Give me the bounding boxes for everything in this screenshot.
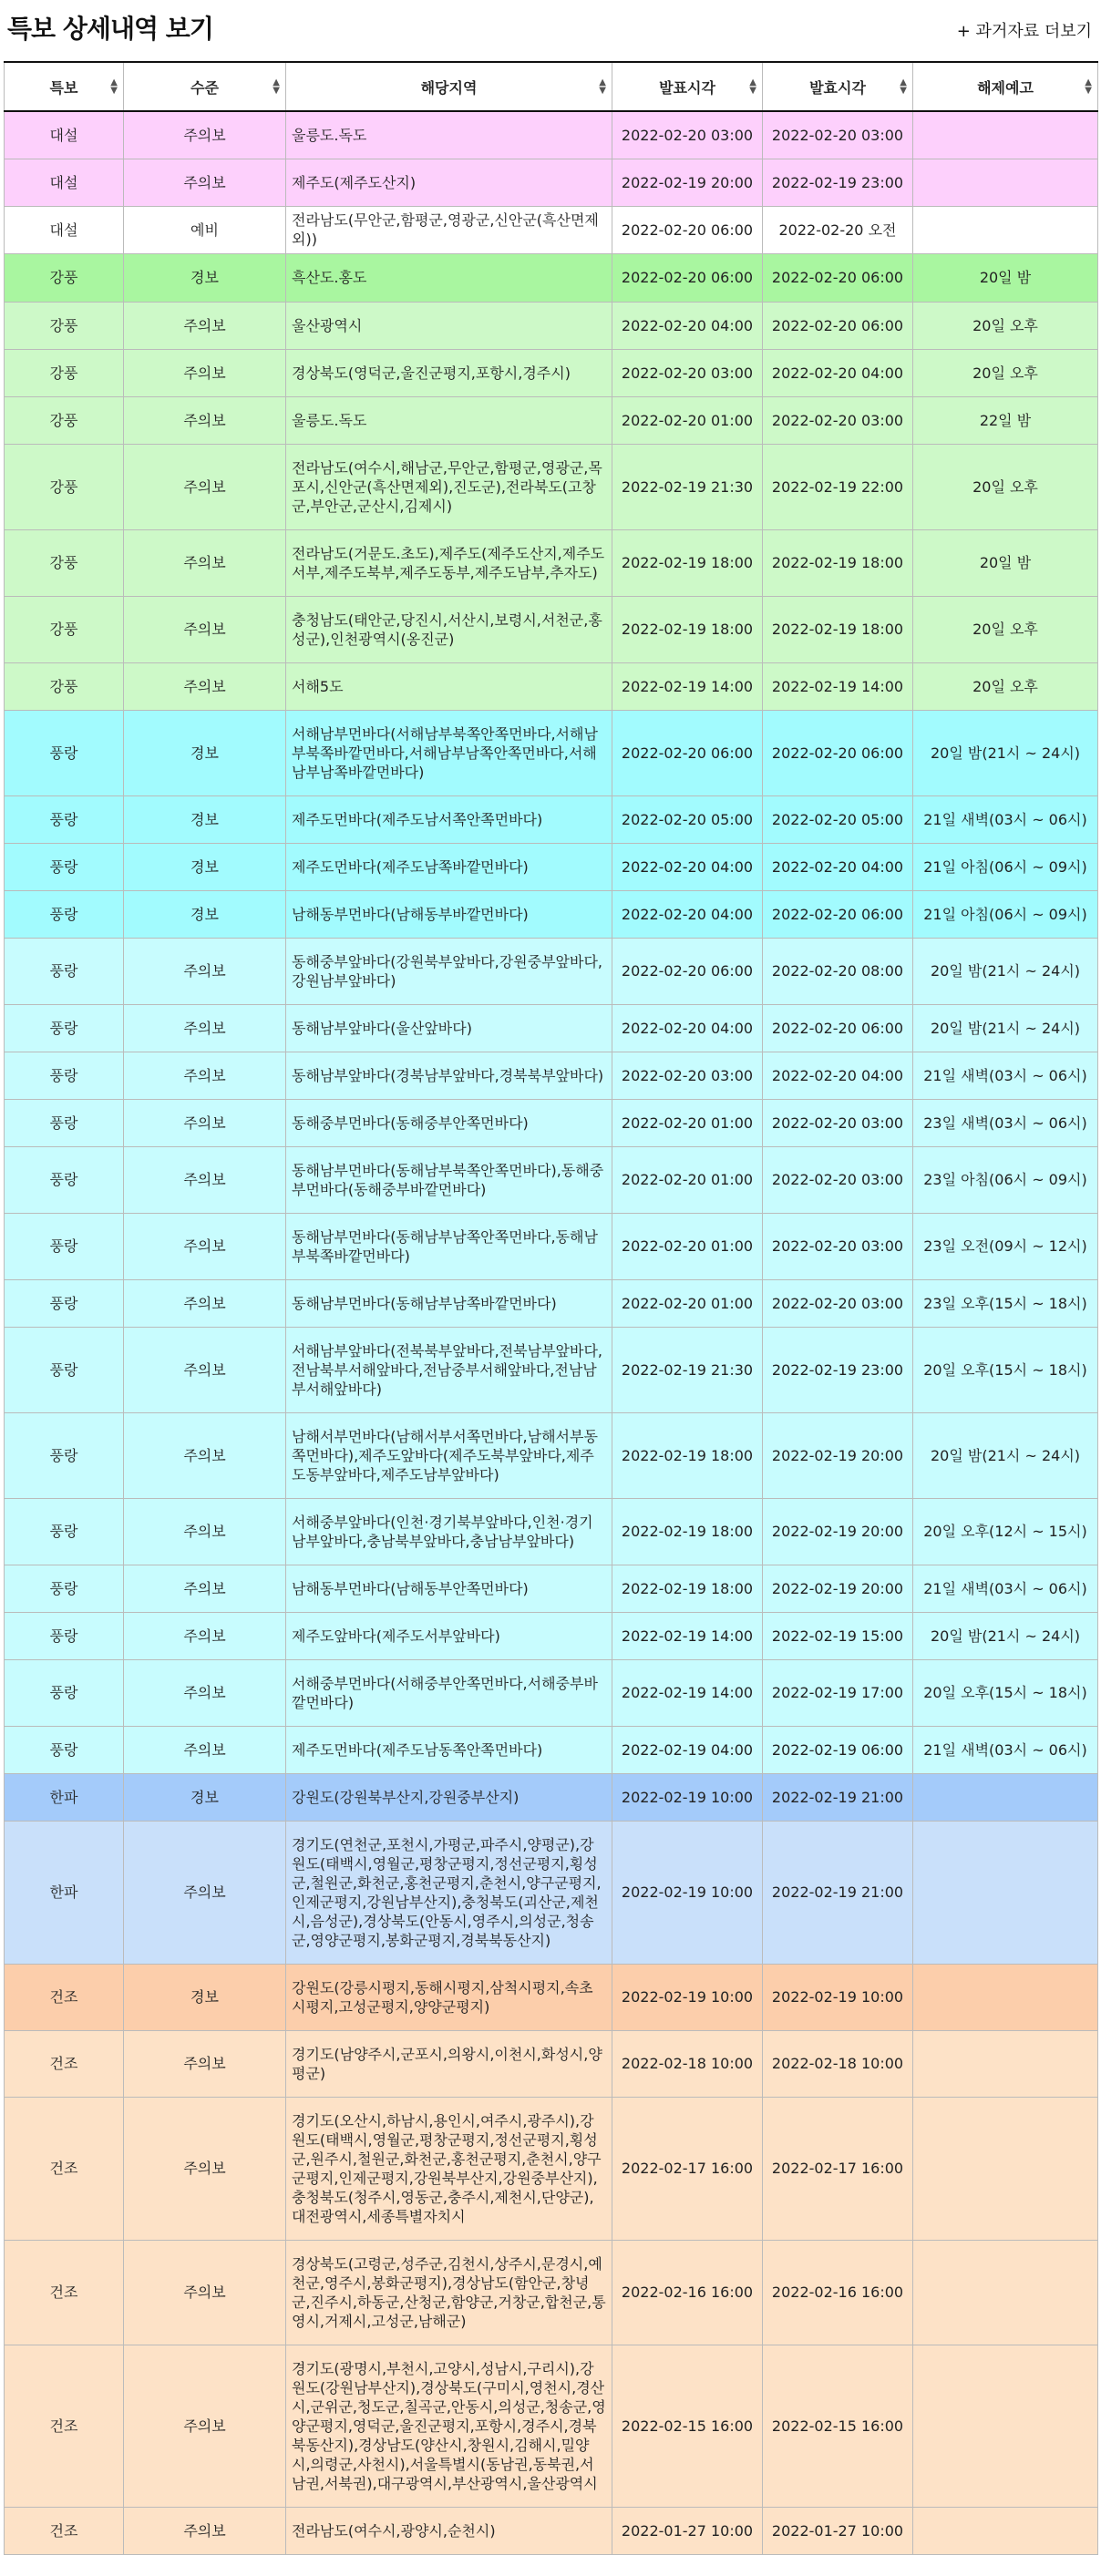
cell-effective: 2022-02-20 04:00 xyxy=(763,349,913,396)
table-header-row xyxy=(5,62,1098,111)
table-row xyxy=(5,938,1098,1004)
cell-effective: 2022-02-17 16:00 xyxy=(763,2097,913,2240)
warning-table xyxy=(4,61,1098,2555)
cell-area: 경기도(오산시,하남시,용인시,여주시,광주시),강원도(태백시,영월군,평창군평지,정선군평지,횡성군,원주시,철원군,화천군,홍천군평지,춘천시,양구군평지,인제군평지,강원북부산지,강원중부산지),충청북도(청주시,영동군,충주시,제천시,단양군),대전광역시,세종특별자치시 xyxy=(286,2097,612,2240)
cell-type: 풍랑 xyxy=(5,1659,124,1726)
cell-type: 풍랑 xyxy=(5,1498,124,1565)
cell-type: 풍랑 xyxy=(5,843,124,890)
cell-level: 주의보 xyxy=(124,1099,286,1146)
column-header-effective[interactable]: 발효시각 ▲ ▼ xyxy=(763,62,913,111)
cell-area: 제주도먼바다(제주도남동쪽안쪽먼바다) xyxy=(286,1726,612,1773)
cell-release xyxy=(913,1964,1098,2030)
cell-level: 주의보 xyxy=(124,2097,286,2240)
cell-effective: 2022-02-15 16:00 xyxy=(763,2345,913,2507)
cell-level: 주의보 xyxy=(124,2240,286,2345)
cell-area: 서해중부앞바다(인천·경기북부앞바다,인천·경기남부앞바다,충남북부앞바다,충남남부앞바다) xyxy=(286,1498,612,1565)
cell-effective: 2022-02-20 06:00 xyxy=(763,890,913,938)
cell-area: 서해중부먼바다(서해중부안쪽먼바다,서해중부바깥먼바다) xyxy=(286,1659,612,1726)
cell-effective: 2022-02-20 05:00 xyxy=(763,795,913,843)
sort-icon: ▲ ▼ xyxy=(599,77,606,96)
cell-level: 경보 xyxy=(124,795,286,843)
cell-effective: 2022-02-19 10:00 xyxy=(763,1964,913,2030)
cell-release: 23일 아침(06시 ~ 09시) xyxy=(913,1146,1098,1213)
cell-release xyxy=(913,2507,1098,2554)
cell-area: 경상북도(영덕군,울진군평지,포항시,경주시) xyxy=(286,349,612,396)
cell-type: 풍랑 xyxy=(5,1279,124,1327)
table-row xyxy=(5,596,1098,662)
cell-area: 동해남부먼바다(동해남부남쪽안쪽먼바다,동해남부북쪽바깥먼바다) xyxy=(286,1213,612,1279)
cell-issued: 2022-02-20 06:00 xyxy=(612,253,763,302)
table-row xyxy=(5,1213,1098,1279)
cell-type: 풍랑 xyxy=(5,795,124,843)
table-row xyxy=(5,396,1098,444)
cell-release: 20일 밤(21시 ~ 24시) xyxy=(913,1612,1098,1659)
cell-effective: 2022-02-20 06:00 xyxy=(763,253,913,302)
cell-area: 경기도(남양주시,군포시,의왕시,이천시,화성시,양평군) xyxy=(286,2030,612,2097)
cell-type: 강풍 xyxy=(5,596,124,662)
cell-effective: 2022-02-19 18:00 xyxy=(763,529,913,596)
cell-effective: 2022-02-16 16:00 xyxy=(763,2240,913,2345)
table-row xyxy=(5,1773,1098,1821)
cell-type: 강풍 xyxy=(5,444,124,529)
table-row xyxy=(5,2240,1098,2345)
cell-effective: 2022-02-20 03:00 xyxy=(763,1279,913,1327)
cell-area: 울산광역시 xyxy=(286,302,612,349)
cell-effective: 2022-02-19 21:00 xyxy=(763,1821,913,1964)
cell-area: 동해남부먼바다(동해남부남쪽바깥먼바다) xyxy=(286,1279,612,1327)
table-row xyxy=(5,349,1098,396)
cell-effective: 2022-02-19 22:00 xyxy=(763,444,913,529)
cell-level: 경보 xyxy=(124,1773,286,1821)
column-header-release[interactable]: 해제예고 ▲ ▼ xyxy=(913,62,1098,111)
cell-area: 강원도(강릉시평지,동해시평지,삼척시평지,속초시평지,고성군평지,양양군평지) xyxy=(286,1964,612,2030)
more-past-data-link[interactable]: + 과거자료 더보기 xyxy=(956,22,1092,41)
cell-type: 건조 xyxy=(5,2240,124,2345)
cell-release: 21일 아침(06시 ~ 09시) xyxy=(913,890,1098,938)
cell-issued: 2022-02-20 03:00 xyxy=(612,1052,763,1099)
cell-area: 서해남부먼바다(서해남부북쪽안쪽먼바다,서해남부북쪽바깥먼바다,서해남부남쪽안쪽먼바다,서해남부남쪽바깥먼바다) xyxy=(286,710,612,795)
page-header xyxy=(0,0,1101,53)
cell-issued: 2022-02-20 01:00 xyxy=(612,1279,763,1327)
cell-issued: 2022-02-19 04:00 xyxy=(612,1726,763,1773)
table-row xyxy=(5,1327,1098,1412)
cell-issued: 2022-02-18 10:00 xyxy=(612,2030,763,2097)
cell-type: 강풍 xyxy=(5,302,124,349)
cell-issued: 2022-02-16 16:00 xyxy=(612,2240,763,2345)
table-row xyxy=(5,1498,1098,1565)
cell-release: 20일 밤(21시 ~ 24시) xyxy=(913,1412,1098,1498)
cell-type: 풍랑 xyxy=(5,1052,124,1099)
table-row xyxy=(5,2507,1098,2554)
table-row xyxy=(5,1052,1098,1099)
cell-issued: 2022-02-20 06:00 xyxy=(612,710,763,795)
cell-effective: 2022-02-20 03:00 xyxy=(763,1099,913,1146)
table-row xyxy=(5,159,1098,206)
cell-issued: 2022-02-20 04:00 xyxy=(612,1004,763,1052)
cell-release: 21일 새벽(03시 ~ 06시) xyxy=(913,1565,1098,1612)
cell-release: 20일 밤 xyxy=(913,529,1098,596)
cell-release xyxy=(913,2030,1098,2097)
cell-issued: 2022-02-19 21:30 xyxy=(612,1327,763,1412)
cell-issued: 2022-02-19 10:00 xyxy=(612,1821,763,1964)
cell-issued: 2022-02-15 16:00 xyxy=(612,2345,763,2507)
cell-type: 풍랑 xyxy=(5,1099,124,1146)
sort-icon: ▲ ▼ xyxy=(749,77,756,96)
table-row xyxy=(5,2345,1098,2507)
cell-release: 20일 오후 xyxy=(913,302,1098,349)
cell-area: 동해중부먼바다(동해중부안쪽먼바다) xyxy=(286,1099,612,1146)
table-row xyxy=(5,1821,1098,1964)
cell-issued: 2022-02-20 05:00 xyxy=(612,795,763,843)
cell-effective: 2022-02-20 04:00 xyxy=(763,843,913,890)
column-header-area[interactable]: 해당지역 ▲ ▼ xyxy=(286,62,612,111)
cell-release: 21일 새벽(03시 ~ 06시) xyxy=(913,1726,1098,1773)
table-row xyxy=(5,1612,1098,1659)
cell-release xyxy=(913,111,1098,159)
cell-type: 건조 xyxy=(5,2507,124,2554)
cell-release xyxy=(913,206,1098,253)
cell-area: 제주도앞바다(제주도서부앞바다) xyxy=(286,1612,612,1659)
sort-icon: ▲ ▼ xyxy=(110,77,118,96)
cell-release xyxy=(913,2345,1098,2507)
cell-type: 풍랑 xyxy=(5,1412,124,1498)
cell-level: 주의보 xyxy=(124,1052,286,1099)
table-row xyxy=(5,843,1098,890)
cell-type: 풍랑 xyxy=(5,1612,124,1659)
cell-effective: 2022-02-19 06:00 xyxy=(763,1726,913,1773)
cell-area: 제주도먼바다(제주도남서쪽안쪽먼바다) xyxy=(286,795,612,843)
cell-effective: 2022-02-19 20:00 xyxy=(763,1565,913,1612)
cell-release: 20일 밤(21시 ~ 24시) xyxy=(913,1004,1098,1052)
column-header-level[interactable]: 수준 ▲ ▼ xyxy=(124,62,286,111)
cell-issued: 2022-02-20 03:00 xyxy=(612,111,763,159)
cell-level: 주의보 xyxy=(124,349,286,396)
cell-effective: 2022-02-20 08:00 xyxy=(763,938,913,1004)
cell-level: 예비 xyxy=(124,206,286,253)
cell-level: 주의보 xyxy=(124,302,286,349)
cell-type: 강풍 xyxy=(5,529,124,596)
cell-issued: 2022-02-19 18:00 xyxy=(612,1412,763,1498)
cell-area: 제주도먼바다(제주도남쪽바깥먼바다) xyxy=(286,843,612,890)
cell-type: 건조 xyxy=(5,1964,124,2030)
table-row xyxy=(5,1726,1098,1773)
table-body xyxy=(5,111,1098,2554)
cell-level: 경보 xyxy=(124,890,286,938)
cell-area: 강원도(강원북부산지,강원중부산지) xyxy=(286,1773,612,1821)
cell-effective: 2022-02-20 04:00 xyxy=(763,1052,913,1099)
cell-area: 남해동부먼바다(남해동부안쪽먼바다) xyxy=(286,1565,612,1612)
cell-area: 동해중부앞바다(강원북부앞바다,강원중부앞바다,강원남부앞바다) xyxy=(286,938,612,1004)
cell-level: 주의보 xyxy=(124,1146,286,1213)
cell-effective: 2022-01-27 10:00 xyxy=(763,2507,913,2554)
cell-issued: 2022-02-19 20:00 xyxy=(612,159,763,206)
cell-issued: 2022-02-17 16:00 xyxy=(612,2097,763,2240)
cell-effective: 2022-02-19 15:00 xyxy=(763,1612,913,1659)
table-row xyxy=(5,1099,1098,1146)
table-row xyxy=(5,206,1098,253)
cell-effective: 2022-02-19 23:00 xyxy=(763,159,913,206)
cell-type: 풍랑 xyxy=(5,1004,124,1052)
table-row xyxy=(5,444,1098,529)
cell-issued: 2022-02-20 04:00 xyxy=(612,302,763,349)
cell-effective: 2022-02-19 23:00 xyxy=(763,1327,913,1412)
cell-type: 풍랑 xyxy=(5,1146,124,1213)
cell-level: 주의보 xyxy=(124,1612,286,1659)
sort-icon: ▲ ▼ xyxy=(900,77,907,96)
cell-issued: 2022-02-20 03:00 xyxy=(612,349,763,396)
cell-type: 대설 xyxy=(5,206,124,253)
cell-type: 대설 xyxy=(5,159,124,206)
cell-release: 21일 아침(06시 ~ 09시) xyxy=(913,843,1098,890)
cell-effective: 2022-02-19 21:00 xyxy=(763,1773,913,1821)
cell-area: 울릉도.독도 xyxy=(286,111,612,159)
cell-release xyxy=(913,1821,1098,1964)
cell-issued: 2022-01-27 10:00 xyxy=(612,2507,763,2554)
cell-effective: 2022-02-20 03:00 xyxy=(763,396,913,444)
cell-level: 경보 xyxy=(124,843,286,890)
cell-release xyxy=(913,2240,1098,2345)
cell-level: 주의보 xyxy=(124,2345,286,2507)
table-row xyxy=(5,662,1098,710)
cell-level: 주의보 xyxy=(124,444,286,529)
cell-area: 전라남도(여수시,광양시,순천시) xyxy=(286,2507,612,2554)
cell-level: 주의보 xyxy=(124,1004,286,1052)
cell-type: 강풍 xyxy=(5,662,124,710)
cell-issued: 2022-02-19 18:00 xyxy=(612,596,763,662)
cell-release: 21일 새벽(03시 ~ 06시) xyxy=(913,795,1098,843)
cell-release: 21일 새벽(03시 ~ 06시) xyxy=(913,1052,1098,1099)
cell-effective: 2022-02-20 06:00 xyxy=(763,1004,913,1052)
table-row xyxy=(5,1146,1098,1213)
cell-level: 경보 xyxy=(124,710,286,795)
cell-area: 경상북도(고령군,성주군,김천시,상주시,문경시,예천군,영주시,봉화군평지),경상남도(함안군,창녕군,진주시,하동군,산청군,함양군,거창군,합천군,통영시,거제시,고성군,남해군) xyxy=(286,2240,612,2345)
cell-release: 20일 오후(15시 ~ 18시) xyxy=(913,1659,1098,1726)
cell-release xyxy=(913,2097,1098,2240)
cell-release xyxy=(913,1773,1098,1821)
sort-icon: ▲ ▼ xyxy=(1085,77,1092,96)
cell-effective: 2022-02-19 20:00 xyxy=(763,1498,913,1565)
cell-type: 풍랑 xyxy=(5,1565,124,1612)
cell-type: 한파 xyxy=(5,1821,124,1964)
cell-type: 풍랑 xyxy=(5,710,124,795)
cell-issued: 2022-02-20 01:00 xyxy=(612,396,763,444)
cell-issued: 2022-02-20 01:00 xyxy=(612,1099,763,1146)
cell-effective: 2022-02-20 06:00 xyxy=(763,302,913,349)
cell-issued: 2022-02-19 14:00 xyxy=(612,1612,763,1659)
cell-level: 경보 xyxy=(124,253,286,302)
cell-issued: 2022-02-20 06:00 xyxy=(612,206,763,253)
cell-issued: 2022-02-20 04:00 xyxy=(612,890,763,938)
cell-level: 주의보 xyxy=(124,396,286,444)
cell-area: 전라남도(거문도.초도),제주도(제주도산지,제주도서부,제주도북부,제주도동부,제주도남부,추자도) xyxy=(286,529,612,596)
cell-area: 남해동부먼바다(남해동부바깥먼바다) xyxy=(286,890,612,938)
cell-area: 경기도(연천군,포천시,가평군,파주시,양평군),강원도(태백시,영월군,평창군평지,정선군평지,횡성군,철원군,화천군,홍천군평지,춘천시,양구군평지,인제군평지,강원남부산지),충청북도(괴산군,제천시,음성군),경상북도(안동시,영주시,의성군,청송군,영양군평지,봉화군평지,경북북동산지) xyxy=(286,1821,612,1964)
cell-issued: 2022-02-19 18:00 xyxy=(612,1565,763,1612)
table-row xyxy=(5,302,1098,349)
cell-effective: 2022-02-19 20:00 xyxy=(763,1412,913,1498)
cell-level: 주의보 xyxy=(124,529,286,596)
cell-effective: 2022-02-20 03:00 xyxy=(763,111,913,159)
cell-level: 경보 xyxy=(124,1964,286,2030)
cell-issued: 2022-02-19 18:00 xyxy=(612,529,763,596)
cell-issued: 2022-02-19 10:00 xyxy=(612,1964,763,2030)
cell-effective: 2022-02-19 17:00 xyxy=(763,1659,913,1726)
cell-area: 남해서부먼바다(남해서부서쪽먼바다,남해서부동쪽먼바다),제주도앞바다(제주도북부앞바다,제주도동부앞바다,제주도남부앞바다) xyxy=(286,1412,612,1498)
cell-type: 건조 xyxy=(5,2345,124,2507)
cell-area: 흑산도.홍도 xyxy=(286,253,612,302)
cell-effective: 2022-02-20 03:00 xyxy=(763,1213,913,1279)
column-header-issued[interactable]: 발표시각 ▲ ▼ xyxy=(612,62,763,111)
cell-issued: 2022-02-19 10:00 xyxy=(612,1773,763,1821)
table-row xyxy=(5,111,1098,159)
cell-effective: 2022-02-19 14:00 xyxy=(763,662,913,710)
cell-level: 주의보 xyxy=(124,1327,286,1412)
cell-release: 20일 오후 xyxy=(913,444,1098,529)
cell-issued: 2022-02-19 21:30 xyxy=(612,444,763,529)
cell-level: 주의보 xyxy=(124,662,286,710)
table-row xyxy=(5,529,1098,596)
cell-level: 주의보 xyxy=(124,1821,286,1964)
cell-level: 주의보 xyxy=(124,1412,286,1498)
cell-level: 주의보 xyxy=(124,938,286,1004)
table-row xyxy=(5,795,1098,843)
cell-area: 동해남부앞바다(울산앞바다) xyxy=(286,1004,612,1052)
cell-release: 20일 오후(15시 ~ 18시) xyxy=(913,1327,1098,1412)
cell-issued: 2022-02-19 14:00 xyxy=(612,662,763,710)
cell-level: 주의보 xyxy=(124,1726,286,1773)
cell-release: 20일 오후(12시 ~ 15시) xyxy=(913,1498,1098,1565)
cell-area: 전라남도(무안군,함평군,영광군,신안군(흑산면제외)) xyxy=(286,206,612,253)
cell-type: 풍랑 xyxy=(5,1327,124,1412)
cell-level: 주의보 xyxy=(124,596,286,662)
cell-type: 풍랑 xyxy=(5,890,124,938)
cell-level: 주의보 xyxy=(124,1498,286,1565)
cell-effective: 2022-02-18 10:00 xyxy=(763,2030,913,2097)
cell-type: 강풍 xyxy=(5,349,124,396)
cell-type: 강풍 xyxy=(5,396,124,444)
cell-area: 전라남도(여수시,해남군,무안군,함평군,영광군,목포시,신안군(흑산면제외),진도군),전라북도(고창군,부안군,군산시,김제시) xyxy=(286,444,612,529)
table-row xyxy=(5,2030,1098,2097)
table-row xyxy=(5,710,1098,795)
cell-release: 23일 새벽(03시 ~ 06시) xyxy=(913,1099,1098,1146)
sort-icon: ▲ ▼ xyxy=(273,77,280,96)
cell-level: 주의보 xyxy=(124,1659,286,1726)
cell-issued: 2022-02-20 01:00 xyxy=(612,1213,763,1279)
cell-release: 20일 오후 xyxy=(913,349,1098,396)
cell-area: 충청남도(태안군,당진시,서산시,보령시,서천군,홍성군),인천광역시(옹진군) xyxy=(286,596,612,662)
cell-level: 주의보 xyxy=(124,2507,286,2554)
cell-level: 주의보 xyxy=(124,111,286,159)
cell-release xyxy=(913,159,1098,206)
cell-level: 주의보 xyxy=(124,2030,286,2097)
cell-type: 풍랑 xyxy=(5,938,124,1004)
cell-type: 건조 xyxy=(5,2097,124,2240)
cell-level: 주의보 xyxy=(124,1279,286,1327)
cell-effective: 2022-02-20 06:00 xyxy=(763,710,913,795)
cell-release: 20일 오후 xyxy=(913,662,1098,710)
cell-issued: 2022-02-20 01:00 xyxy=(612,1146,763,1213)
cell-type: 대설 xyxy=(5,111,124,159)
cell-level: 주의보 xyxy=(124,1213,286,1279)
cell-type: 풍랑 xyxy=(5,1213,124,1279)
cell-type: 한파 xyxy=(5,1773,124,1821)
cell-issued: 2022-02-20 04:00 xyxy=(612,843,763,890)
table-row xyxy=(5,253,1098,302)
cell-area: 경기도(광명시,부천시,고양시,성남시,구리시),강원도(강원남부산지),경상북도(구미시,영천시,경산시,군위군,청도군,칠곡군,안동시,의성군,청송군,영양군평지,영덕군,울진군평지,포항시,경주시,경북북동산지),경상남도(양산시,창원시,김해시,밀양시,의령군,사천시),서울특별시(동남권,동북권,서남권,서북권),대구광역시,부산광역시,울산광역시 xyxy=(286,2345,612,2507)
table-row xyxy=(5,2097,1098,2240)
cell-release: 23일 오전(09시 ~ 12시) xyxy=(913,1213,1098,1279)
cell-release: 23일 오후(15시 ~ 18시) xyxy=(913,1279,1098,1327)
cell-effective: 2022-02-20 03:00 xyxy=(763,1146,913,1213)
cell-level: 주의보 xyxy=(124,159,286,206)
table-row xyxy=(5,890,1098,938)
table-row xyxy=(5,1964,1098,2030)
column-header-type[interactable]: 특보 ▲ ▼ xyxy=(5,62,124,111)
cell-level: 주의보 xyxy=(124,1565,286,1612)
cell-area: 제주도(제주도산지) xyxy=(286,159,612,206)
cell-issued: 2022-02-19 18:00 xyxy=(612,1498,763,1565)
table-row xyxy=(5,1565,1098,1612)
table-row xyxy=(5,1412,1098,1498)
cell-release: 20일 밤 xyxy=(913,253,1098,302)
table-row xyxy=(5,1279,1098,1327)
cell-effective: 2022-02-20 오전 xyxy=(763,206,913,253)
cell-type: 풍랑 xyxy=(5,1726,124,1773)
cell-release: 20일 밤(21시 ~ 24시) xyxy=(913,938,1098,1004)
cell-issued: 2022-02-19 14:00 xyxy=(612,1659,763,1726)
cell-issued: 2022-02-20 06:00 xyxy=(612,938,763,1004)
cell-area: 울릉도.독도 xyxy=(286,396,612,444)
cell-type: 건조 xyxy=(5,2030,124,2097)
table-row xyxy=(5,1659,1098,1726)
cell-release: 22일 밤 xyxy=(913,396,1098,444)
cell-area: 동해남부앞바다(경북남부앞바다,경북북부앞바다) xyxy=(286,1052,612,1099)
page-title: 특보 상세내역 보기 xyxy=(7,14,213,44)
cell-effective: 2022-02-19 18:00 xyxy=(763,596,913,662)
cell-area: 서해남부앞바다(전북북부앞바다,전북남부앞바다,전남북부서해앞바다,전남중부서해앞바다,전남남부서해앞바다) xyxy=(286,1327,612,1412)
cell-area: 동해남부먼바다(동해남부북쪽안쪽먼바다),동해중부먼바다(동해중부바깥먼바다) xyxy=(286,1146,612,1213)
cell-release: 20일 밤(21시 ~ 24시) xyxy=(913,710,1098,795)
table-row xyxy=(5,1004,1098,1052)
cell-area: 서해5도 xyxy=(286,662,612,710)
cell-type: 강풍 xyxy=(5,253,124,302)
cell-release: 20일 오후 xyxy=(913,596,1098,662)
